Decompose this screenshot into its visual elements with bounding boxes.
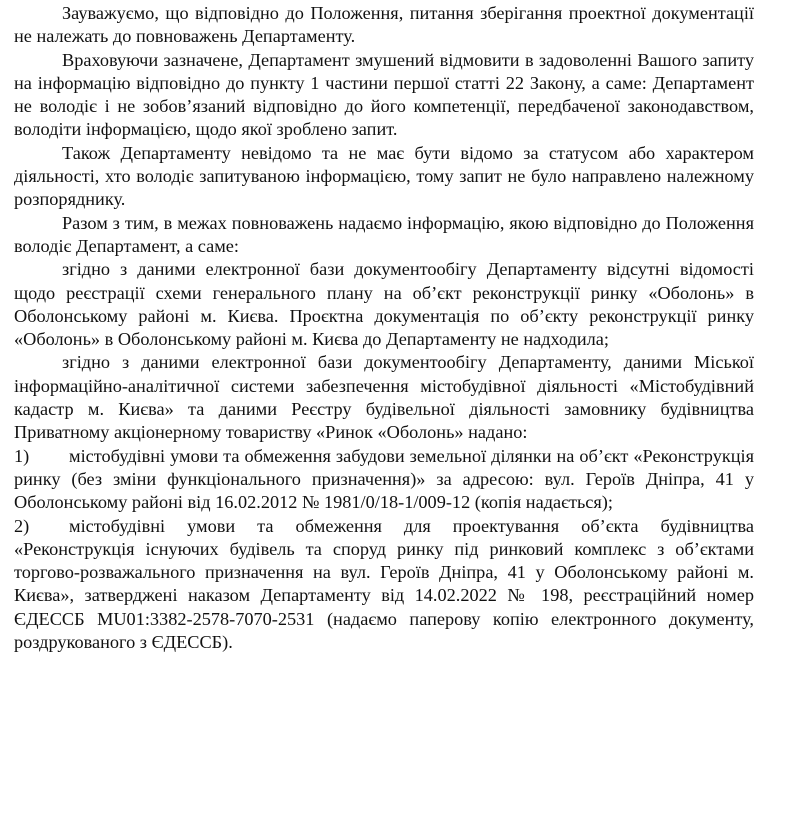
list-item-number: 2) [14, 515, 30, 536]
paragraph-issued-documents: згідно з даними електронної бази документообігу Департаменту, даними Міської інформаційно-аналітичної системи забезпечення містобудівної діяльності «Містобудівний кадастр м. Києва» та даними Реєстру будівельної діяльності замовнику будівництва Приватному акціонерному товариству «Ринок «Оболонь» надано: [14, 352, 754, 443]
paragraph-refusal: Враховуючи зазначене, Департамент змушений відмовити в задоволенні Вашого запиту на інформацію відповідно до пункту 1 частини першої статті 22 Закону, а саме: Департамент не володіє і не зобов’язаний відповідно до його компетенції, передбаченої законодавством, володіти інформацією, щодо якої зроблено запит. [14, 49, 754, 140]
paragraph-competence-note: Зауважуємо, що відповідно до Положення, питання зберігання проектної документації не належать до повноважень Департаменту. [14, 3, 754, 47]
list-item-text: містобудівні умови та обмеження забудови земельної ділянки на об’єкт «Реконструкція ринку (без зміни функціонального призначення)» за адресою: вул. Героїв Дніпра, 41 у Оболонському районі від 16.02.2012 № 1981/0/18-1/009-12 (копія надається); [14, 445, 754, 513]
paragraph-provided-info-intro: Разом з тим, в межах повноважень надаємо інформацію, якою відповідно до Положення володіє Департамент, а саме: [14, 212, 754, 256]
paragraph-unknown-holder: Також Департаменту невідомо та не має бути відомо за статусом або характером діяльності, хто володіє запитуваною інформацією, тому запит не було направлено належному розпоряднику. [14, 142, 754, 210]
list-item [14, 515, 754, 655]
paragraph-no-registration: згідно з даними електронної бази документообігу Департаменту відсутні відомості щодо реєстрації схеми генерального плану на об’єкт реконструкції ринку «Оболонь» в Оболонському районі м. Києва. Проєктна документація по об’єкту реконструкції ринку «Оболонь» в Оболонському районі м. Києва до Департаменту не надходила; [14, 259, 754, 350]
list-item-number: 1) [14, 445, 30, 466]
list-item [14, 445, 754, 515]
list-item-text: містобудівні умови та обмеження для проектування об’єкта будівництва «Реконструкція існуючих будівель та споруд ринку під ринковий комплекс з об’єктами торгово-розважального призначення на вул. Героїв Дніпра, 41 у Оболонському районі м. Києва», затверджені наказом Департаменту від 14.02.2022 № 198, реєстраційний номер ЄДЕССБ MU01:3382-2578-7070-2531 (надаємо паперову копію електронного документу, роздрукованого з ЄДЕССБ). [14, 515, 754, 653]
document-body [14, 2, 754, 654]
